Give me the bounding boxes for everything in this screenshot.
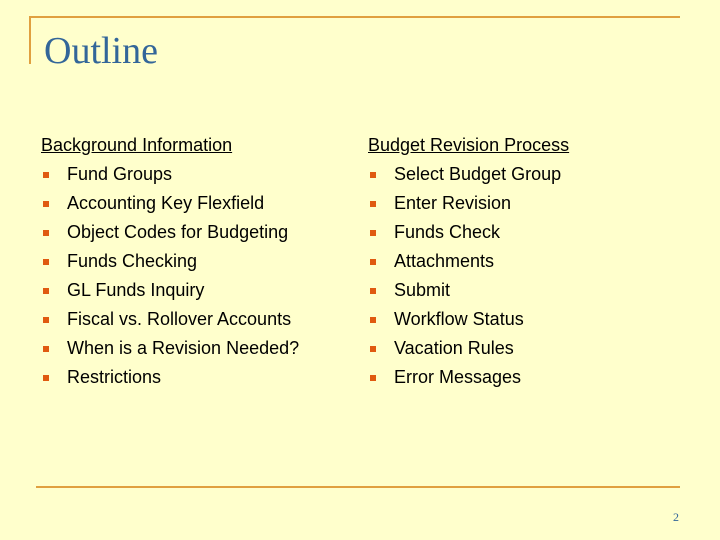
budget-revision-process-list [368, 160, 569, 392]
list-item [41, 305, 299, 334]
list-item [368, 276, 569, 305]
budget-revision-process-column [368, 131, 569, 392]
square-bullet-icon [43, 288, 49, 294]
square-bullet-icon [370, 201, 376, 207]
list-item-label: Error Messages [394, 367, 522, 387]
budget-revision-process-heading: Budget Revision Process [368, 135, 570, 155]
list-item [368, 218, 569, 247]
square-bullet-icon [370, 288, 376, 294]
square-bullet-icon [370, 317, 376, 323]
list-item-label: Fiscal vs. Rollover Accounts [67, 309, 292, 329]
square-bullet-icon [43, 230, 49, 236]
list-item [41, 247, 299, 276]
list-item-label: GL Funds Inquiry [67, 280, 205, 300]
square-bullet-icon [370, 259, 376, 265]
square-bullet-icon [43, 317, 49, 323]
list-item [41, 276, 299, 305]
list-item [41, 334, 299, 363]
list-item-label: Funds Check [394, 222, 501, 242]
list-item [41, 160, 299, 189]
list-item-label: Workflow Status [394, 309, 524, 329]
left-accent-bar [29, 16, 31, 64]
list-item [368, 189, 569, 218]
list-item [368, 363, 569, 392]
list-item [368, 305, 569, 334]
background-information-column [41, 131, 299, 392]
square-bullet-icon [370, 172, 376, 178]
list-item-label: Select Budget Group [394, 164, 562, 184]
square-bullet-icon [43, 346, 49, 352]
list-item-label: Funds Checking [67, 251, 198, 271]
list-item-label: Attachments [394, 251, 495, 271]
list-item-label: When is a Revision Needed? [67, 338, 300, 358]
square-bullet-icon [43, 375, 49, 381]
page-number: 2 [673, 510, 679, 524]
background-information-list [41, 160, 299, 392]
list-item-label: Submit [394, 280, 451, 300]
square-bullet-icon [43, 259, 49, 265]
list-item-label: Vacation Rules [394, 338, 514, 358]
list-item [41, 189, 299, 218]
list-item-label: Enter Revision [394, 193, 512, 213]
list-item [41, 363, 299, 392]
square-bullet-icon [370, 375, 376, 381]
list-item [368, 334, 569, 363]
list-item-label: Accounting Key Flexfield [67, 193, 265, 213]
square-bullet-icon [43, 201, 49, 207]
background-information-heading: Background Information [41, 135, 233, 155]
top-divider [29, 16, 680, 18]
list-item-label: Restrictions [67, 367, 162, 387]
square-bullet-icon [43, 172, 49, 178]
list-item [368, 247, 569, 276]
slide-title: Outline [44, 30, 158, 72]
list-item-label: Object Codes for Budgeting [67, 222, 289, 242]
square-bullet-icon [370, 230, 376, 236]
list-item [41, 218, 299, 247]
square-bullet-icon [370, 346, 376, 352]
list-item-label: Fund Groups [67, 164, 173, 184]
bottom-divider [36, 486, 680, 488]
list-item [368, 160, 569, 189]
